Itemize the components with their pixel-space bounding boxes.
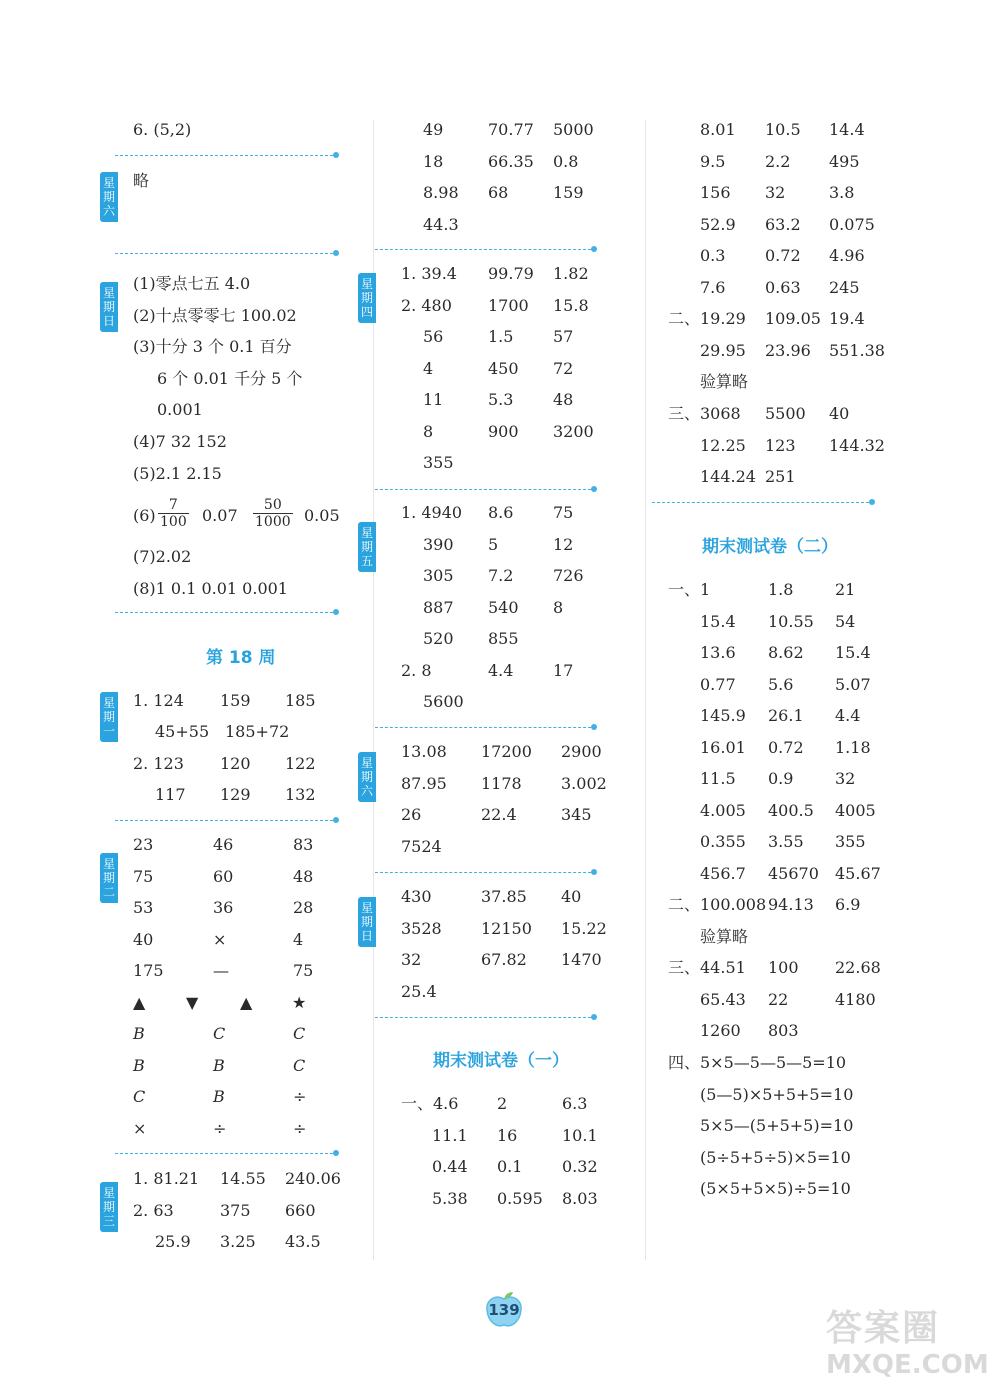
answer-line: (3)十分 3 个 0.1 百分	[133, 337, 292, 356]
answer-cell: 1470	[561, 950, 602, 969]
answer-cell: 5.3	[488, 390, 514, 409]
answer-cell: 28	[293, 898, 314, 917]
answer-line: 0.07	[202, 506, 238, 525]
answer-cell: 12150	[481, 918, 532, 938]
answer-cell: ÷	[293, 1118, 307, 1138]
answer-cell: 1.5	[488, 327, 514, 346]
weekday-tab-saturday-2	[358, 752, 376, 802]
answer-cell: 1. 81.21	[133, 1169, 200, 1188]
answer-cell: C	[213, 1024, 226, 1043]
answer-cell: 7.6	[700, 277, 726, 297]
answer-line: (2)十点零零七 100.02	[133, 306, 297, 325]
answer-cell: 45.67	[835, 863, 881, 883]
answer-cell: 144.32	[829, 435, 885, 455]
answer-cell: 100	[768, 958, 799, 977]
section-divider	[375, 489, 591, 490]
answer-cell: 15.4	[700, 611, 736, 631]
weekday-tab-wednesday	[100, 1182, 118, 1232]
answer-cell: 4.005	[700, 800, 746, 820]
answer-cell: C	[293, 1024, 306, 1043]
watermark-top: 答案圈	[826, 1308, 941, 1349]
answer-cell: 二、100.008	[668, 895, 767, 914]
answer-cell: 75	[293, 961, 314, 980]
answer-cell: 83	[293, 835, 314, 854]
answer-cell: 16	[497, 1125, 518, 1145]
answer-line: (5×5+5×5)÷5=10	[700, 1179, 851, 1198]
answer-cell: 44.3	[423, 214, 459, 234]
answer-cell: 245	[829, 277, 860, 297]
column-divider-2	[645, 120, 646, 1260]
page-number-badge	[483, 1290, 525, 1330]
answer-cell: 3200	[553, 421, 594, 441]
answer-cell: 5500	[765, 404, 806, 423]
weekday-tab-tuesday	[100, 853, 118, 903]
shape-icon: ▼	[186, 992, 199, 1012]
answer-cell: 40	[829, 404, 850, 423]
weekday-tab-monday	[100, 692, 118, 742]
answer-line: 0.001	[157, 400, 203, 419]
answer-cell: 32	[835, 769, 856, 788]
answer-cell: 2900	[561, 742, 602, 761]
answer-cell: B	[133, 1024, 145, 1043]
check-note: 验算略	[700, 927, 749, 946]
answer-cell: B	[213, 1087, 225, 1106]
answer-cell: 0.355	[700, 832, 746, 851]
answer-cell: 1. 39.4	[401, 264, 457, 283]
answer-cell: 18	[423, 151, 444, 171]
answer-cell: 67.82	[481, 950, 527, 969]
answer-cell: 三、44.51	[668, 958, 746, 977]
answer-cell: 99.79	[488, 264, 534, 283]
answer-cell: 63.2	[765, 214, 801, 234]
answer-cell: 400.5	[768, 800, 814, 820]
answer-cell: 3.8	[829, 183, 855, 202]
answer-cell: 5	[488, 534, 499, 554]
answer-cell: 16.01	[700, 737, 746, 757]
answer-cell: 6.9	[835, 895, 861, 914]
answer-cell: 65.43	[700, 989, 746, 1009]
answer-line: 四、5×5—5—5—5=10	[668, 1053, 847, 1072]
tab-label: 星 期 二	[102, 857, 115, 899]
answer-cell: 3.25	[220, 1232, 256, 1251]
answer-cell: 123	[765, 435, 796, 455]
answer-cell: 185	[285, 691, 316, 710]
answer-cell: 25.9	[155, 1232, 191, 1251]
answer-cell: 5000	[553, 120, 594, 139]
answer-cell: 8.6	[488, 503, 514, 522]
answer-cell: 17200	[481, 742, 532, 761]
answer-cell: 10.5	[765, 120, 801, 139]
answer-cell: C	[133, 1087, 146, 1106]
answer-cell: 13.08	[401, 742, 447, 761]
shape-icon: ▲	[240, 992, 253, 1012]
answer-cell: 185+72	[225, 722, 290, 741]
weekday-tab-friday	[358, 522, 376, 572]
answer-cell: 145.9	[700, 706, 746, 725]
answer-cell: 375	[220, 1201, 251, 1220]
answer-cell: 68	[488, 183, 509, 202]
answer-line: (1)零点七五 4.0	[133, 274, 251, 293]
answer-cell: 900	[488, 421, 519, 441]
answer-cell: 8.62	[768, 643, 804, 662]
answer-cell: 0.8	[553, 151, 579, 171]
answer-cell: 4	[293, 929, 304, 949]
answer-cell: 156	[700, 183, 731, 202]
answer-cell: ×	[133, 1118, 147, 1138]
section-divider	[115, 253, 333, 254]
weekday-tab-sunday-2	[358, 897, 376, 947]
answer-cell: 45+55	[155, 722, 210, 741]
answer-cell: ×	[213, 929, 227, 949]
answer-cell: 132	[285, 785, 316, 804]
answer-cell: B	[133, 1055, 145, 1075]
answer-cell: 1. 124	[133, 691, 184, 710]
week-heading: 第 18 周	[206, 648, 276, 668]
answer-cell: 129	[220, 785, 251, 804]
watermark-bottom: MXQE.COM	[826, 1350, 989, 1380]
answer-cell: 305	[423, 566, 454, 585]
answer-cell: —	[213, 961, 229, 980]
answer-cell: 14.4	[829, 120, 865, 139]
tab-label: 星 期 一	[102, 696, 115, 738]
fraction	[158, 497, 189, 530]
answer-cell: 10.55	[768, 611, 814, 631]
answer-cell: 0.72	[768, 737, 804, 757]
answer-cell: 15.22	[561, 918, 607, 938]
answer-cell: 15.8	[553, 295, 589, 315]
fraction	[253, 497, 293, 530]
tab-label: 星 期 五	[360, 526, 373, 568]
answer-line: 0.05	[304, 506, 340, 525]
answer-cell: 40	[561, 887, 582, 906]
section-divider	[115, 1153, 333, 1154]
answer-line: (4)7 32 152	[133, 432, 227, 451]
answer-cell: 26	[401, 805, 422, 824]
answer-cell: 4.4	[835, 706, 861, 725]
answer-cell: 1700	[488, 295, 529, 315]
answer-cell: 5.6	[768, 674, 794, 694]
answer-cell: 26.1	[768, 706, 804, 725]
tab-label: 星 期 日	[360, 901, 373, 943]
answer-cell: 540	[488, 597, 519, 617]
answer-cell: 23	[133, 835, 154, 854]
answer-cell: 5.07	[835, 674, 871, 694]
answer-cell: 0.1	[497, 1157, 523, 1176]
answer-cell: 520	[423, 629, 454, 648]
tab-label: 星 期 日	[102, 286, 115, 328]
answer-cell: 9.5	[700, 151, 726, 171]
check-note: 验算略	[700, 372, 749, 391]
answer-line: (5÷5+5÷5)×5=10	[700, 1147, 851, 1167]
answer-cell: 345	[561, 805, 592, 824]
answer-cell: 8	[553, 597, 564, 617]
answer-cell: 1.82	[553, 264, 589, 283]
answer-cell: 94.13	[768, 895, 814, 914]
answer-cell: 12.25	[700, 435, 746, 455]
answer-cell: 70.77	[488, 120, 534, 139]
answer-cell: 66.35	[488, 151, 534, 171]
answer-cell: 4	[423, 358, 434, 378]
answer-cell: 159	[220, 691, 251, 710]
answer-cell: 3.002	[561, 773, 607, 793]
answer-cell: 54	[835, 611, 856, 631]
answer-cell: 7524	[401, 836, 442, 856]
answer-cell: 17	[553, 660, 574, 680]
answer-cell: 8	[423, 421, 434, 441]
answer-cell: 32	[765, 183, 786, 202]
answer-cell: 1260	[700, 1021, 741, 1040]
section-divider	[115, 155, 333, 156]
section-divider	[375, 1017, 591, 1018]
answer-cell: 4.96	[829, 246, 865, 265]
answer-cell: 43.5	[285, 1232, 321, 1251]
answer-cell: 855	[488, 629, 519, 648]
answer-cell: 0.77	[700, 674, 736, 694]
answer-cell: 22	[768, 989, 789, 1009]
answer-cell: 29.95	[700, 340, 746, 360]
answer-cell: 15.4	[835, 643, 871, 662]
answer-cell: C	[293, 1055, 306, 1075]
section-divider	[375, 872, 591, 873]
answer-cell: 8.01	[700, 120, 736, 139]
answer-cell: 495	[829, 151, 860, 171]
fraction-numerator: 7	[158, 497, 189, 514]
section-divider	[115, 820, 333, 821]
answer-cell: 23.96	[765, 340, 811, 360]
answer-cell: 87.95	[401, 773, 447, 793]
answer-cell: 109.05	[765, 309, 821, 328]
answer-cell: 40	[133, 929, 154, 949]
answer-cell: 32	[401, 950, 422, 969]
answer-cell: 159	[553, 183, 584, 202]
exam-heading-1: 期末测试卷（一）	[433, 1051, 569, 1071]
tab-label: 星 期 三	[102, 1186, 115, 1228]
answer-cell: 450	[488, 358, 519, 378]
answer-cell: 2. 8	[401, 660, 432, 680]
fraction-denominator: 1000	[255, 514, 291, 530]
answer-cell: 57	[553, 327, 574, 346]
answer-cell: 13.6	[700, 643, 736, 662]
answer-cell: 12	[553, 534, 574, 554]
answer-cell: 36	[213, 898, 234, 917]
answer-line: (5—5)×5+5+5=10	[700, 1084, 854, 1104]
answer-cell: 5.38	[432, 1188, 468, 1208]
answer-cell: 2	[497, 1094, 508, 1113]
answer-cell: 6.3	[562, 1094, 588, 1113]
answer-cell: 117	[155, 785, 186, 804]
fraction-numerator: 50	[253, 497, 293, 514]
answer-cell: 7.2	[488, 566, 514, 585]
answer-cell: 4180	[835, 989, 876, 1009]
answer-cell: 0.32	[562, 1157, 598, 1176]
answer-cell: 3528	[401, 918, 442, 938]
answer-cell: 456.7	[700, 863, 746, 883]
answer-cell: 390	[423, 534, 454, 554]
answer-cell: 11	[423, 390, 444, 409]
answer-cell: 1.18	[835, 737, 871, 757]
answer-cell: 0.595	[497, 1188, 543, 1208]
answer-line: (8)1 0.1 0.01 0.001	[133, 579, 288, 598]
answer-line: 略	[133, 171, 150, 190]
answer-cell: 0.72	[765, 246, 801, 265]
answer-cell: 52.9	[700, 214, 736, 234]
answer-cell: 120	[220, 754, 251, 773]
answer-cell: 19.4	[829, 309, 865, 328]
answer-cell: 551.38	[829, 340, 885, 360]
answer-cell: 251	[765, 467, 796, 486]
shape-icon: ▲	[133, 992, 146, 1012]
answer-cell: 2. 123	[133, 754, 184, 773]
answer-cell: 14.55	[220, 1169, 266, 1188]
answer-cell: 48	[293, 866, 314, 886]
answer-line: 6 个 0.01 千分 5 个	[157, 369, 303, 388]
section-divider	[115, 612, 333, 613]
answer-cell: 48	[553, 390, 574, 409]
section-divider	[375, 727, 591, 728]
answer-cell: 726	[553, 566, 584, 585]
answer-cell: 144.24	[700, 467, 756, 486]
answer-cell: 0.63	[765, 277, 801, 297]
section-divider	[652, 502, 869, 503]
answer-cell: 25.4	[401, 981, 437, 1001]
answer-cell: 1.8	[768, 580, 794, 599]
weekday-tab-thursday	[358, 273, 376, 323]
answer-cell: 175	[133, 961, 164, 980]
exam-heading-2: 期末测试卷（二）	[702, 537, 838, 557]
answer-cell: 75	[553, 503, 574, 522]
answer-cell: 49	[423, 120, 444, 139]
answer-cell: 0.44	[432, 1157, 468, 1176]
weekday-tab-sunday	[100, 282, 118, 332]
fraction-denominator: 100	[160, 514, 187, 530]
answer-cell: 3.55	[768, 832, 804, 851]
answer-cell: 887	[423, 597, 454, 617]
answer-line: (5)2.1 2.15	[133, 464, 222, 483]
tab-label: 星 期 六	[102, 176, 115, 218]
answer-cell: 22.4	[481, 805, 517, 824]
answer-cell: 8.03	[562, 1188, 598, 1208]
answer-cell: 2. 63	[133, 1201, 174, 1220]
answer-cell: 二、19.29	[668, 309, 746, 328]
answer-line: (7)2.02	[133, 547, 192, 566]
answer-cell: ÷	[213, 1118, 227, 1138]
answer-cell: 430	[401, 887, 432, 906]
answer-cell: 355	[423, 453, 454, 472]
answer-cell: ÷	[293, 1087, 307, 1106]
answer-cell: 一、1	[668, 580, 711, 599]
answer-line: 6. (5,2)	[133, 120, 192, 139]
answer-cell: 56	[423, 327, 444, 346]
weekday-tab-saturday	[100, 172, 118, 222]
answer-line: 5×5—(5+5+5)=10	[700, 1116, 854, 1135]
answer-cell: 5600	[423, 692, 464, 711]
shape-icon: ★	[292, 992, 307, 1012]
answer-cell: 660	[285, 1201, 316, 1220]
answer-cell: 0.3	[700, 246, 726, 265]
answer-cell: 72	[553, 358, 574, 378]
answer-cell: 122	[285, 754, 316, 773]
answer-cell: 4.4	[488, 660, 514, 680]
answer-cell: 10.1	[562, 1125, 598, 1145]
answer-cell: 11.5	[700, 769, 736, 788]
answer-cell: 46	[213, 835, 234, 854]
answer-cell: 1. 4940	[401, 503, 463, 522]
answer-cell: 4005	[835, 800, 876, 820]
answer-cell: 37.85	[481, 887, 527, 906]
answer-cell: 355	[835, 832, 866, 851]
tab-label: 星 期 四	[360, 277, 373, 319]
answer-cell: 0.075	[829, 214, 875, 234]
answer-cell: 0.9	[768, 769, 794, 788]
answer-cell: 21	[835, 580, 856, 599]
page-number: 139	[488, 1301, 520, 1319]
answer-cell: 60	[213, 866, 234, 886]
answer-cell: 22.68	[835, 958, 881, 977]
answer-cell: 240.06	[285, 1169, 341, 1188]
answer-cell: 45670	[768, 863, 819, 883]
answer-cell: 803	[768, 1021, 799, 1040]
answer-cell: 一、4.6	[401, 1094, 459, 1113]
answer-cell: 2. 480	[401, 295, 452, 315]
answer-line: (6)	[133, 506, 156, 525]
answer-cell: 11.1	[432, 1125, 468, 1145]
tab-label: 星 期 六	[360, 756, 373, 798]
section-divider	[375, 249, 591, 250]
answer-cell: 2.2	[765, 151, 791, 171]
answer-cell: 三、3068	[668, 404, 741, 423]
answer-cell: 1178	[481, 773, 522, 793]
answer-cell: B	[213, 1055, 225, 1075]
answer-cell: 8.98	[423, 183, 459, 202]
answer-cell: 75	[133, 866, 154, 886]
answer-cell: 53	[133, 898, 154, 917]
